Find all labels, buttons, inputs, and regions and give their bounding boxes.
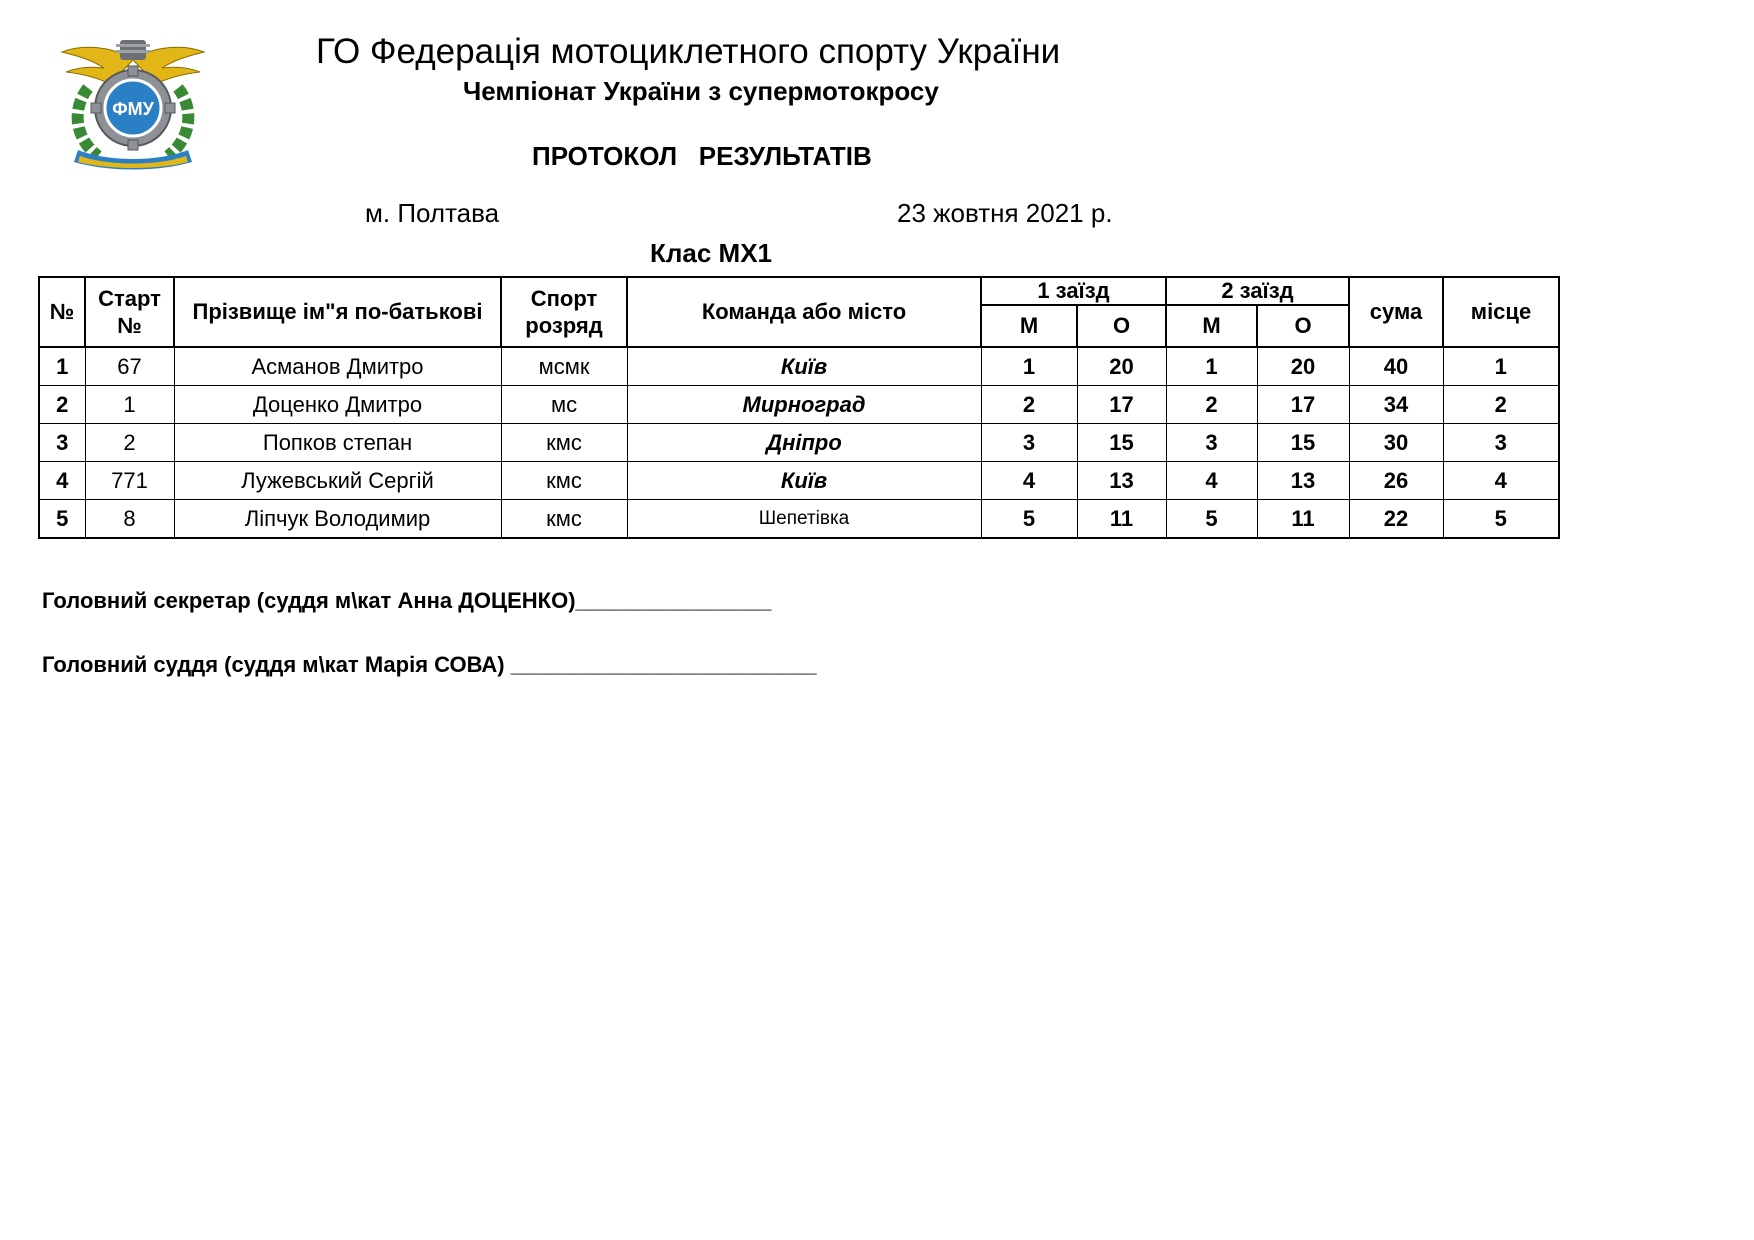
- cell-race1-m: 2: [981, 386, 1077, 424]
- col-header-sum: сума: [1349, 277, 1443, 347]
- cell-place: 1: [1443, 347, 1559, 386]
- cell-place: 5: [1443, 500, 1559, 539]
- col-header-race1: 1 заїзд: [981, 277, 1166, 305]
- cell-race1-m: 4: [981, 462, 1077, 500]
- cell-race2-m: 2: [1166, 386, 1257, 424]
- cell-race2-m: 1: [1166, 347, 1257, 386]
- col-header-race2-o: О: [1257, 305, 1349, 347]
- cell-race2-o: 20: [1257, 347, 1349, 386]
- cell-name: Доценко Дмитро: [174, 386, 501, 424]
- cell-team: Київ: [627, 462, 981, 500]
- cell-team: Дніпро: [627, 424, 981, 462]
- table-row: [39, 424, 1559, 462]
- col-header-race2: 2 заїзд: [1166, 277, 1349, 305]
- cell-race1-m: 1: [981, 347, 1077, 386]
- secretary-signature-line: Головний секретар (суддя м\кат Анна ДОЦЕНКО)________________: [42, 588, 772, 613]
- cell-rank: кмс: [501, 424, 627, 462]
- cell-name: Асманов Дмитро: [174, 347, 501, 386]
- col-header-rank-line2: розряд: [525, 313, 603, 338]
- table-row: [39, 347, 1559, 386]
- cell-race1-o: 17: [1077, 386, 1166, 424]
- cell-start: 771: [85, 462, 174, 500]
- col-header-rank-line1: Спорт: [530, 286, 598, 311]
- col-header-race2-m: М: [1166, 305, 1257, 347]
- cell-start: 2: [85, 424, 174, 462]
- cell-sum: 30: [1349, 424, 1443, 462]
- cell-sum: 26: [1349, 462, 1443, 500]
- cell-race1-m: 5: [981, 500, 1077, 539]
- cell-no: 3: [39, 424, 85, 462]
- results-table: [38, 276, 1560, 539]
- col-header-place: місце: [1443, 277, 1559, 347]
- cell-rank: кмс: [501, 500, 627, 539]
- cell-start: 67: [85, 347, 174, 386]
- cell-no: 4: [39, 462, 85, 500]
- cell-sum: 40: [1349, 347, 1443, 386]
- cell-sum: 34: [1349, 386, 1443, 424]
- cell-rank: мсмк: [501, 347, 627, 386]
- col-header-no: №: [39, 277, 85, 347]
- cell-race2-o: 15: [1257, 424, 1349, 462]
- organization-title: ГО Федерація мотоциклетного спорту України: [316, 32, 1061, 71]
- table-row: [39, 462, 1559, 500]
- cell-place: 4: [1443, 462, 1559, 500]
- event-date: 23 жовтня 2021 р.: [897, 198, 1113, 228]
- cell-no: 2: [39, 386, 85, 424]
- cell-name: Попков степан: [174, 424, 501, 462]
- cell-race1-m: 3: [981, 424, 1077, 462]
- cell-team: Мирноград: [627, 386, 981, 424]
- cell-name: Лужевський Сергій: [174, 462, 501, 500]
- championship-title: Чемпіонат України з супермотокросу: [463, 76, 939, 106]
- col-header-rank: [501, 277, 627, 347]
- cell-place: 2: [1443, 386, 1559, 424]
- cell-team: Шепетівка: [627, 500, 981, 539]
- cell-race2-m: 5: [1166, 500, 1257, 539]
- cell-race2-o: 17: [1257, 386, 1349, 424]
- cell-no: 5: [39, 500, 85, 539]
- cell-start: 8: [85, 500, 174, 539]
- cell-place: 3: [1443, 424, 1559, 462]
- col-header-race1-o: О: [1077, 305, 1166, 347]
- protocol-title: ПРОТОКОЛ РЕЗУЛЬТАТІВ: [532, 141, 872, 171]
- table-row: [39, 386, 1559, 424]
- cell-start: 1: [85, 386, 174, 424]
- col-header-race1-m: М: [981, 305, 1077, 347]
- cell-race2-o: 13: [1257, 462, 1349, 500]
- cell-rank: кмс: [501, 462, 627, 500]
- logo-text: ФМУ: [112, 99, 154, 119]
- col-header-name: Прізвище ім"я по-батькові: [174, 277, 501, 347]
- cell-race2-o: 11: [1257, 500, 1349, 539]
- col-header-start: [85, 277, 174, 347]
- fmu-emblem-icon: [58, 38, 208, 172]
- cell-race1-o: 11: [1077, 500, 1166, 539]
- judge-signature-line: Головний суддя (суддя м\кат Марія СОВА) _________________________: [42, 652, 817, 677]
- class-title: Клас MX1: [650, 238, 772, 268]
- cell-team: Київ: [627, 347, 981, 386]
- col-header-team: Команда або місто: [627, 277, 981, 347]
- cell-rank: мс: [501, 386, 627, 424]
- col-header-start-line2: №: [117, 313, 142, 338]
- cell-race2-m: 3: [1166, 424, 1257, 462]
- cell-race1-o: 20: [1077, 347, 1166, 386]
- table-row: [39, 500, 1559, 539]
- cell-sum: 22: [1349, 500, 1443, 539]
- cell-race1-o: 13: [1077, 462, 1166, 500]
- cell-race2-m: 4: [1166, 462, 1257, 500]
- col-header-start-line1: Старт: [98, 286, 161, 311]
- cell-no: 1: [39, 347, 85, 386]
- cell-race1-o: 15: [1077, 424, 1166, 462]
- cell-name: Ліпчук Володимир: [174, 500, 501, 539]
- event-city: м. Полтава: [365, 198, 500, 228]
